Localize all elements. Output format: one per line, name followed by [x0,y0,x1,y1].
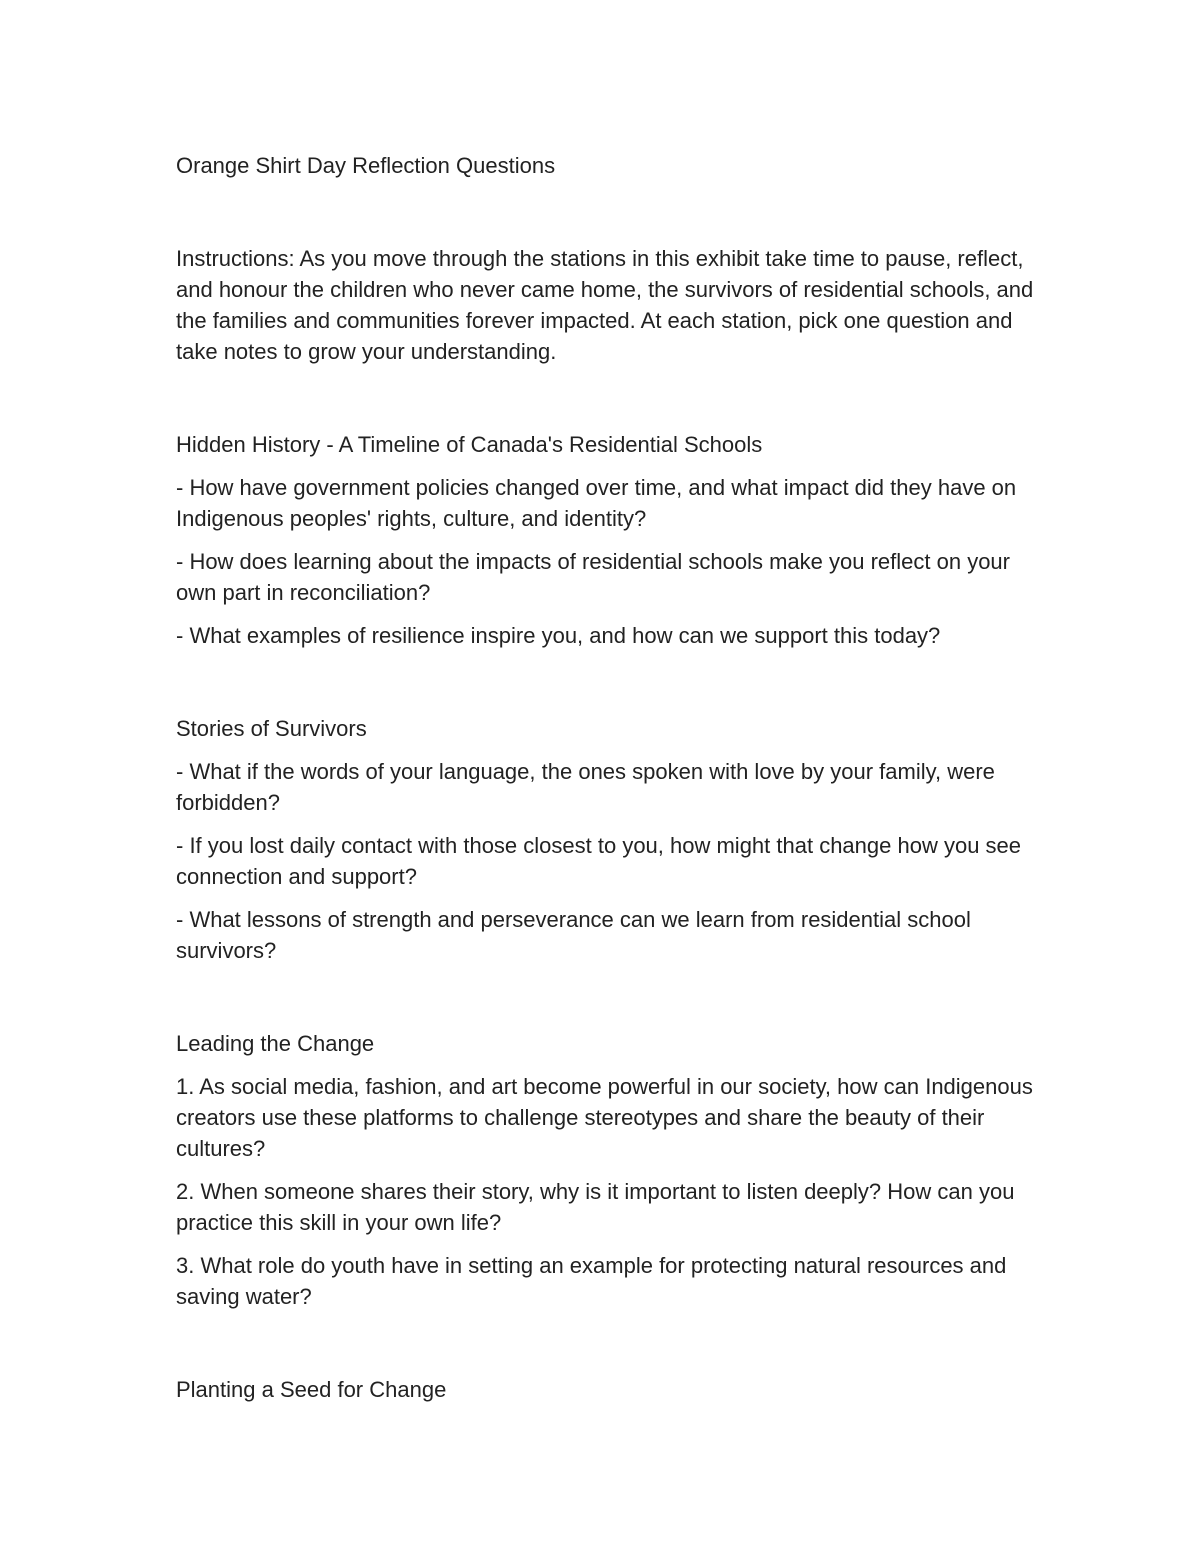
section-heading: Stories of Survivors [176,716,367,741]
section-heading: Planting a Seed for Change [176,1377,447,1402]
document-page [176,150,1036,1405]
section-planting-a-seed [176,1374,1036,1405]
section-stories-of-survivors [176,713,1036,966]
section-heading: Leading the Change [176,1031,375,1056]
question-item: - How does learning about the impacts of residential schools make you reflect on your own part in reconciliation? [176,549,1010,605]
question-item: 1. As social media, fashion, and art become powerful in our society, how can Indigenous creators use these platforms to challenge stereotypes and share the beauty of their cultures? [176,1074,1033,1161]
question-item: - What lessons of strength and perseverance can we learn from residential school survivors? [176,907,971,963]
question-item: - What if the words of your language, the ones spoken with love by your family, were forbidden? [176,759,995,815]
section-heading: Hidden History - A Timeline of Canada's Residential Schools [176,432,763,457]
document-title: Orange Shirt Day Reflection Questions [176,153,556,178]
section-leading-the-change [176,1028,1036,1312]
question-item: 2. When someone shares their story, why is it important to listen deeply? How can you practice this skill in your own life? [176,1179,1015,1235]
question-item: - How have government policies changed over time, and what impact did they have on Indigenous peoples' rights, culture, and identity? [176,475,1017,531]
question-item: 3. What role do youth have in setting an example for protecting natural resources and saving water? [176,1253,1007,1309]
question-item: - What examples of resilience inspire you, and how can we support this today? [176,623,941,648]
section-hidden-history [176,429,1036,651]
instructions-paragraph: Instructions: As you move through the stations in this exhibit take time to pause, reflect, and honour the children who never came home, the survivors of residential schools, and the families and communities forever impacted. At each station, pick one question and take notes to grow your understanding. [176,246,1034,364]
question-item: - If you lost daily contact with those closest to you, how might that change how you see connection and support? [176,833,1022,889]
